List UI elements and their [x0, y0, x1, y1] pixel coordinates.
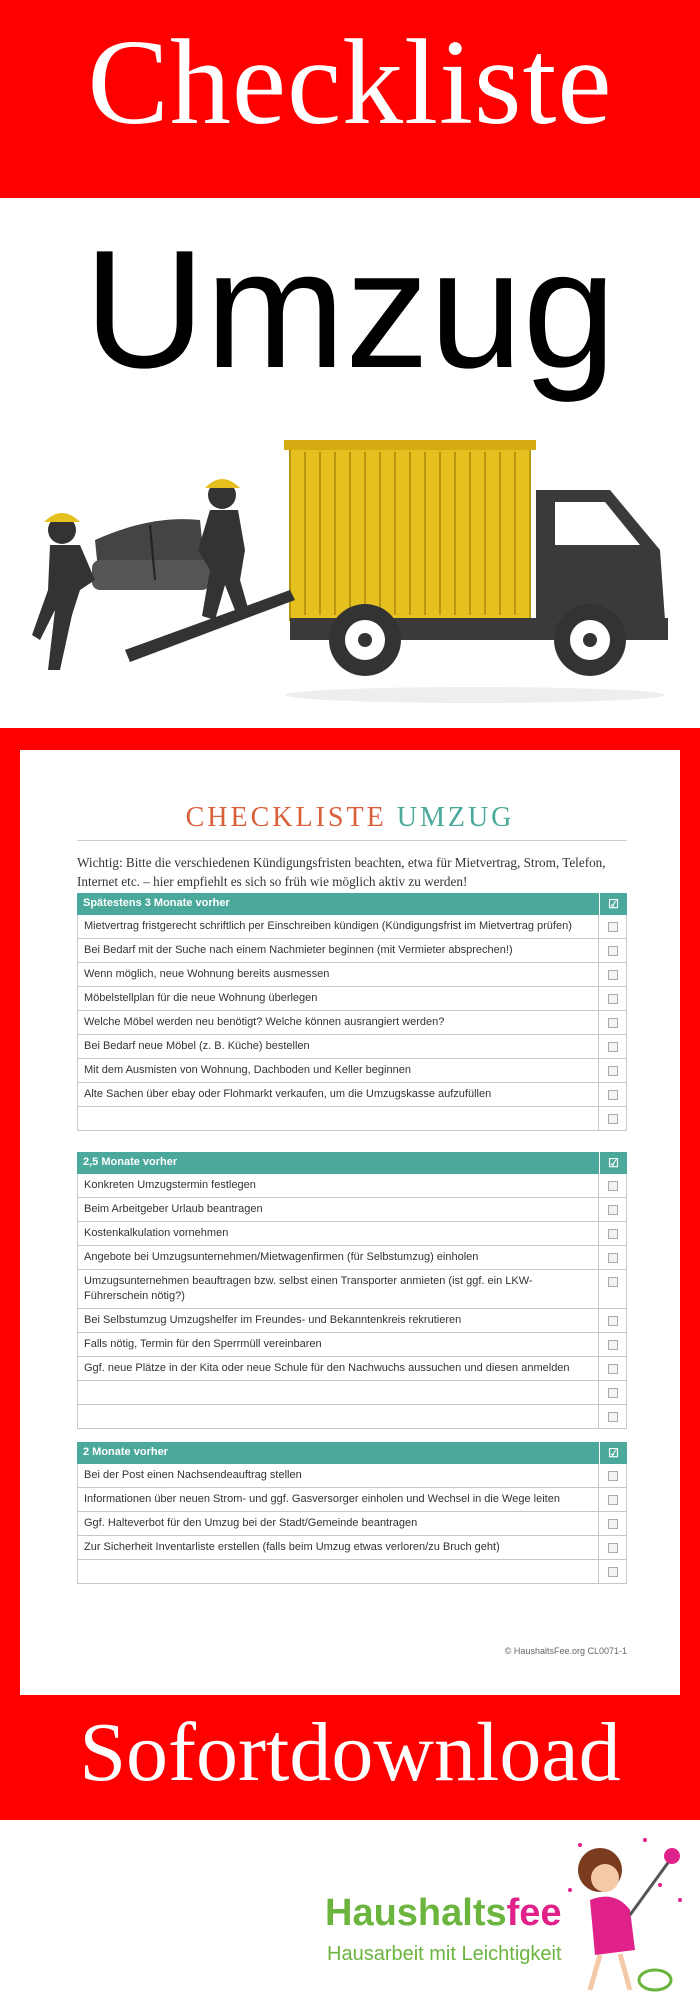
checkbox[interactable] — [608, 994, 618, 1004]
checklist-row — [77, 1174, 627, 1198]
checkbox-cell — [598, 1381, 626, 1404]
checklist-item-text: Alte Sachen über ebay oder Flohmarkt verkaufen, um die Umzugskasse aufzufüllen — [84, 1088, 492, 1100]
checkbox-cell — [598, 1107, 626, 1130]
checkbox[interactable] — [608, 1090, 618, 1100]
top-banner — [0, 0, 700, 198]
checklist-row — [77, 1083, 627, 1107]
checkbox[interactable] — [608, 946, 618, 956]
checklist-item-text: Wenn möglich, neue Wohnung bereits ausmessen — [84, 968, 330, 980]
checklist-item-text — [78, 1560, 626, 1583]
section-2-months — [77, 1442, 627, 1584]
checklist-item-text: Angebote bei Umzugsunternehmen/Mietwagenfirmen (für Selbstumzug) einholen — [84, 1251, 479, 1263]
checklist-row — [77, 1035, 627, 1059]
checkbox-cell — [598, 1536, 626, 1559]
checklist-item-text: Ggf. Halteverbot für den Umzug bei der Stadt/Gemeinde beantragen — [84, 1517, 418, 1529]
checklist-item-text: Kostenkalkulation vornehmen — [84, 1227, 229, 1239]
section-header — [77, 893, 627, 915]
fairy-mascot-icon — [560, 1830, 690, 1995]
checkbox-cell — [598, 1357, 626, 1380]
checkbox-cell — [598, 1198, 626, 1221]
checklist-item-text: Bei Bedarf neue Möbel (z. B. Küche) bestellen — [84, 1040, 310, 1052]
couch-icon — [92, 519, 210, 590]
download-label: Sofortdownload — [79, 1706, 621, 1799]
checkbox[interactable] — [608, 1412, 618, 1422]
checklist-row — [77, 1246, 627, 1270]
checkbox[interactable] — [608, 922, 618, 932]
section-heading: 2,5 Monate vorher — [83, 1156, 178, 1168]
intro-text: Wichtig: Bitte die verschiedenen Kündigungsfristen beachten, etwa für Mietvertrag, Strom, Telefon, Internet etc. – hier empfiehlt es sich so früh wie möglich aktiv zu werden! — [77, 855, 606, 889]
checkbox[interactable] — [608, 1181, 618, 1191]
document-title — [20, 802, 680, 834]
mover-left-icon — [32, 513, 95, 670]
section-heading: 2 Monate vorher — [83, 1446, 168, 1458]
document-title-part1: CHECKLISTE — [185, 802, 387, 833]
checklist-item-text: Möbelstellplan für die neue Wohnung überlegen — [84, 992, 318, 1004]
checklist-item-text: Konkreten Umzugstermin festlegen — [84, 1179, 256, 1191]
checkbox-cell — [598, 1512, 626, 1535]
section-3-months — [77, 893, 627, 1131]
checklist-row — [77, 1198, 627, 1222]
checklist-item-text — [78, 1381, 626, 1404]
checkbox[interactable] — [608, 970, 618, 980]
section-header — [77, 1152, 627, 1174]
checkbox[interactable] — [608, 1567, 618, 1577]
checkbox-cell — [598, 1333, 626, 1356]
brand-part2: fee — [506, 1892, 562, 1934]
checkbox-cell — [598, 1309, 626, 1332]
checklist-item-text: Mietvertrag fristgerecht schriftlich per Einschreiben kündigen (Kündigungsfrist im Mietvertrag prüfen) — [84, 920, 572, 932]
checkbox-cell — [598, 963, 626, 986]
section-2-5-months — [77, 1152, 627, 1429]
checklist-row — [77, 963, 627, 987]
checklist-row — [77, 987, 627, 1011]
banner-title: Checkliste — [87, 15, 613, 150]
checklist-item-text: Informationen über neuen Strom- und ggf. Gasversorger einholen und Wechsel in die Wege leiten — [84, 1493, 560, 1505]
checkbox-cell — [598, 1083, 626, 1106]
checklist-item-text: Ggf. neue Plätze in der Kita oder neue Schule für den Nachwuchs aussuchen und diesen anmelden — [84, 1362, 570, 1374]
checkbox-cell — [598, 1059, 626, 1082]
checkbox-cell — [598, 1246, 626, 1269]
document-title-part2: UMZUG — [396, 802, 515, 833]
checklist-row — [77, 1560, 627, 1584]
checkbox-cell — [598, 1560, 626, 1583]
header-check-icon: ☑ — [599, 1442, 627, 1464]
checkbox-cell — [598, 1174, 626, 1197]
checkbox[interactable] — [608, 1277, 618, 1287]
checklist-item-text — [78, 1405, 626, 1428]
checklist-item-text: Zur Sicherheit Inventarliste erstellen (falls beim Umzug etwas verloren/zu Bruch geht) — [84, 1541, 500, 1553]
checkbox-cell — [598, 1222, 626, 1245]
checkbox-cell — [598, 915, 626, 938]
checkbox-cell — [598, 939, 626, 962]
checkbox[interactable] — [608, 1066, 618, 1076]
checklist-row — [77, 1536, 627, 1560]
section-heading: Spätestens 3 Monate vorher — [83, 897, 230, 909]
checklist-row — [77, 1270, 627, 1309]
checkbox-cell — [598, 1270, 626, 1308]
checkbox[interactable] — [608, 1495, 618, 1505]
checkbox-cell — [598, 1488, 626, 1511]
checkbox-cell — [598, 1035, 626, 1058]
moving-truck-illustration — [0, 440, 700, 710]
checkbox-cell — [598, 987, 626, 1010]
checklist-row — [77, 1222, 627, 1246]
checkbox[interactable] — [608, 1229, 618, 1239]
brand-tagline: Hausarbeit mit Leichtigkeit — [327, 1943, 562, 1965]
checklist-item-text: Falls nötig, Termin für den Sperrmüll vereinbaren — [84, 1338, 322, 1350]
checklist-row — [77, 939, 627, 963]
checkbox[interactable] — [608, 1471, 618, 1481]
checklist-row — [77, 1464, 627, 1488]
checklist-item-text: Mit dem Ausmisten von Wohnung, Dachboden und Keller beginnen — [84, 1064, 411, 1076]
checkbox[interactable] — [608, 1253, 618, 1263]
checkbox[interactable] — [608, 1114, 618, 1124]
checklist-item-text — [78, 1107, 626, 1130]
checklist-row — [77, 1011, 627, 1035]
checkbox[interactable] — [608, 1388, 618, 1398]
checklist-row — [77, 1488, 627, 1512]
checklist-item-text: Bei der Post einen Nachsendeauftrag stellen — [84, 1469, 302, 1481]
brand-part1: Haushalts — [325, 1892, 507, 1934]
checkbox[interactable] — [608, 1018, 618, 1028]
section-header — [77, 1442, 627, 1464]
checklist-row — [77, 1405, 627, 1429]
checklist-row — [77, 1059, 627, 1083]
checklist-document — [20, 750, 680, 1695]
checkbox[interactable] — [608, 1364, 618, 1374]
checkbox-cell — [598, 1011, 626, 1034]
truck-icon — [284, 440, 668, 703]
checkbox[interactable] — [608, 1543, 618, 1553]
banner-subtitle: Umzug — [83, 215, 617, 403]
checklist-item-text: Beim Arbeitgeber Urlaub beantragen — [84, 1203, 263, 1215]
checklist-row — [77, 1309, 627, 1333]
checklist-item-text: Welche Möbel werden neu benötigt? Welche können ausrangiert werden? — [84, 1016, 445, 1028]
checkbox[interactable] — [608, 1316, 618, 1326]
checkbox[interactable] — [608, 1042, 618, 1052]
download-banner[interactable] — [0, 1695, 700, 1820]
checklist-row — [77, 1333, 627, 1357]
checkbox[interactable] — [608, 1205, 618, 1215]
checklist-row — [77, 1381, 627, 1405]
checklist-item-text: Umzugsunternehmen beauftragen bzw. selbst einen Transporter anmieten (ist ggf. ein LKW-Führerschein nötig?) — [84, 1275, 533, 1302]
checklist-row — [77, 915, 627, 939]
copyright-text: © HaushaltsFee.org CL0071-1 — [504, 1646, 627, 1656]
checkbox-cell — [598, 1405, 626, 1428]
mover-right-icon — [198, 479, 250, 620]
brand-logo[interactable] — [325, 1892, 562, 1935]
checkbox[interactable] — [608, 1340, 618, 1350]
checklist-row — [77, 1107, 627, 1131]
checklist-item-text: Bei Bedarf mit der Suche nach einem Nachmieter beginnen (mit Vermieter absprechen!) — [84, 944, 513, 956]
title-divider — [77, 840, 627, 841]
header-check-icon: ☑ — [599, 1152, 627, 1174]
checklist-item-text: Bei Selbstumzug Umzugshelfer im Freundes- und Bekanntenkreis rekrutieren — [84, 1314, 462, 1326]
checklist-row — [77, 1357, 627, 1381]
checkbox-cell — [598, 1464, 626, 1487]
checkbox[interactable] — [608, 1519, 618, 1529]
checklist-row — [77, 1512, 627, 1536]
header-check-icon: ☑ — [599, 893, 627, 915]
